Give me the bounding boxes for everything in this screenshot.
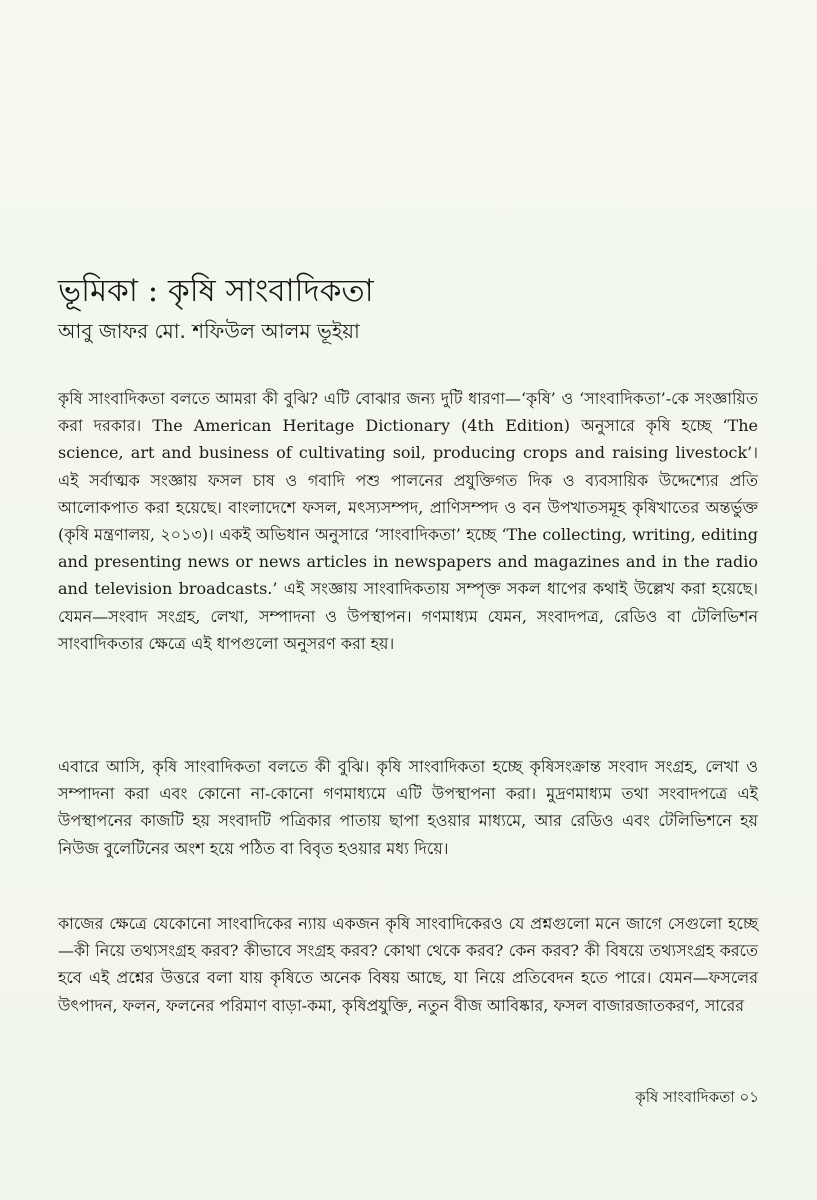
body-paragraph-3: কাজের ক্ষেত্রে যেকোনো সাংবাদিকের ন্যায় একজন কৃষি সাংবাদিকেরও যে প্রশ্নগুলো মনে জাগে সেগুলো হচ্ছে—কী নিয়ে তথ্যসংগ্রহ করব? কীভাবে সংগ্রহ করব? কোথা থেকে করব? কেন করব? কী বিষয়ে তথ্যসংগ্রহ করতে হবে এই প্রশ্নের উত্তরে বলা যায় কৃষিতে অনেক বিষয় আছে, যা নিয়ে প্রতিবেদন হতে পারে। যেমন—ফসলের উৎপাদন, ফলন, ফলনের পরিমাণ বাড়া-কমা, কৃষিপ্রযুক্তি, নতুন বীজ আবিষ্কার, ফসল বাজারজাতকরণ, সারের [58,914,758,1015]
running-footer: কৃষি সাংবাদিকতা ০১ [635,1088,759,1106]
chapter-author: আবু জাফর মো. শফিউল আলম ভূইয়া [58,319,360,343]
body-paragraph-1: কৃষি সাংবাদিকতা বলতে আমরা কী বুঝি? এটি বোঝার জন্য দুটি ধারণা—‘কৃষি’ ও ‘সাংবাদিকতা’-কে সংজ্ঞায়িত করা দরকার। The American Heritage Dictionary (4th Edition) অনুসারে কৃষি হচ্ছে ‘The science, art and business of cultivating soil, producing crops and raising livestock’। এই সর্বাত্মক সংজ্ঞায় ফসল চাষ ও গবাদি পশু পালনের প্রযুক্তিগত দিক ও ব্যবসায়িক উদ্দেশ্যের প্রতি আলোকপাত করা হয়েছে। বাংলাদেশে ফসল, মৎস্যসম্পদ, প্রাণিসম্পদ ও বন উপখাতসমূহ কৃষিখাতের অন্তর্ভুক্ত (কৃষি মন্ত্রণালয়, ২০১৩)। একই অভিধান অনুসারে ‘সাংবাদিকতা’ হচ্ছে ‘The collecting, writing, editing and presenting news or news articles in newspapers and magazines and in the radio and television broadcasts.’ এই সংজ্ঞায় সাংবাদিকতায় সম্পৃক্ত সকল ধাপের কথাই উল্লেখ করা হয়েছে। যেমন—সংবাদ সংগ্রহ, লেখা, সম্পাদনা ও উপস্থাপন। গণমাধ্যম যেমন, সংবাদপত্র, রেডিও বা টেলিভিশন সাংবাদিকতার ক্ষেত্রে এই ধাপগুলো অনুসরণ করা হয়। [58,389,758,653]
chapter-title: ভূমিকা : কৃষি সাংবাদিকতা [58,273,374,309]
body-paragraph-2: এবারে আসি, কৃষি সাংবাদিকতা বলতে কী বুঝি। কৃষি সাংবাদিকতা হচ্ছে কৃষিসংক্রান্ত সংবাদ সংগ্রহ, লেখা ও সম্পাদনা করা এবং কোনো না-কোনো গণমাধ্যমে এটি উপস্থাপনা করা। মুদ্রণমাধ্যম তথা সংবাদপত্রে এই উপস্থাপনের কাজটি হয় সংবাদটি পত্রিকার পাতায় ছাপা হওয়ার মাধ্যমে, আর রেডিও এবং টেলিভিশনে হয় নিউজ বুলেটিনের অংশ হয়ে পঠিত বা বিবৃত হওয়ার মধ্য দিয়ে। [58,757,758,858]
